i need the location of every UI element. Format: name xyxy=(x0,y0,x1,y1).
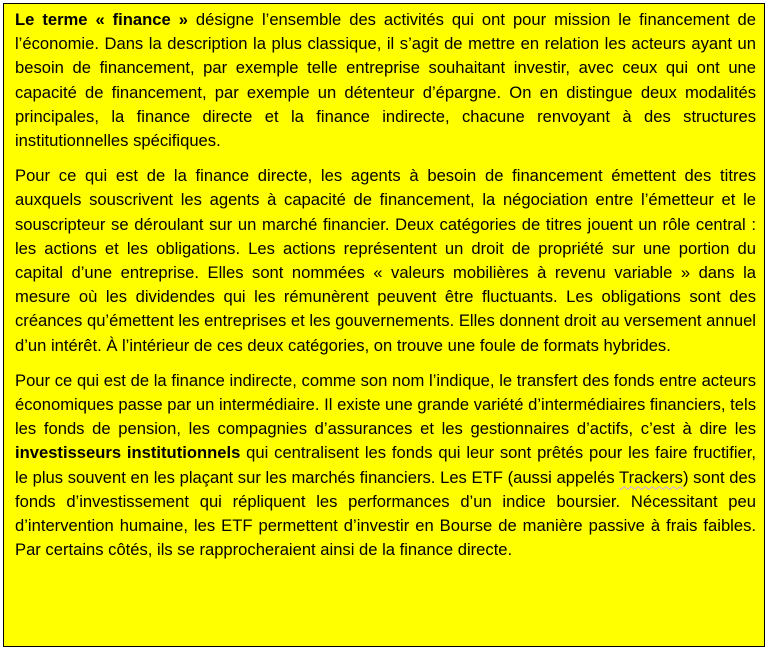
paragraph-3-text-before: Pour ce qui est de la finance indirecte, comme son nom l’indique, le transfert des fonds entre acteurs économiques passe par un intermédiaire. Il existe une grande variété d’intermédiaires financiers, tels les fonds de pension, les compagnies d’assurances et les gestionnaires d’actifs, c’est à dire les xyxy=(15,370,756,439)
paragraph-3-text-after: ) sont des fonds d’investissement qui répliquent les performances d’un indice boursier. Nécessitant peu d’intervention humaine, les ETF permettent d’investir en Bourse de manière passive à frais faibles. Par certains côtés, ils se rapprocheraient ainsi de la finance directe. xyxy=(15,467,756,560)
trackers-spellcheck-word: Trackers xyxy=(619,467,683,487)
paragraph-1-text: désigne l’ensemble des activités qui ont pour mission le financement de l’économie. Dans la description la plus classique, il s’agit de mettre en relation les acteurs ayant un besoin de financement, par exemple telle entreprise souhaitant investir, avec ceux qui ont une capacité de financement, par exemple un détenteur d’épargne. On en distingue deux modalités principales, la finance directe et la finance indirecte, chacune renvoyant à des structures institutionnelles spécifiques. xyxy=(15,10,756,151)
paragraph-finance-directe xyxy=(15,164,756,358)
paragraph-2-text: Pour ce qui est de la finance directe, les agents à besoin de financement émettent des titres auxquels souscrivent les agents à capacité de financement, la négociation entre l’émetteur et le souscripteur se déroulant sur un marché financier. Deux catégories de titres jouent un rôle central : les actions et les obligations. Les actions représentent un droit de propriété sur une portion du capital d’une entreprise. Elles sont nommées « valeurs mobilières à revenu variable » dans la mesure où les dividendes qui les rémunèrent peuvent être fluctuants. Les obligations sont des créances qu’émettent les entreprises et les gouvernements. Elles donnent droit au versement annuel d’un intérêt. À l’intérieur de ces deux catégories, on trouve une foule de formats hybrides. xyxy=(15,166,756,355)
paragraph-3-text-middle: qui centralisent les fonds qui leur sont prêtés pour les faire fructifier, le plus souvent en les plaçant sur les marchés financiers. Les ETF (aussi appelés xyxy=(15,443,756,487)
paragraph-finance-definition xyxy=(15,8,756,153)
text-box xyxy=(3,3,765,647)
term-finance-bold: Le terme « finance » xyxy=(15,10,188,29)
paragraph-finance-indirecte xyxy=(15,369,756,563)
investisseurs-institutionnels-bold: investisseurs institutionnels xyxy=(15,443,241,463)
